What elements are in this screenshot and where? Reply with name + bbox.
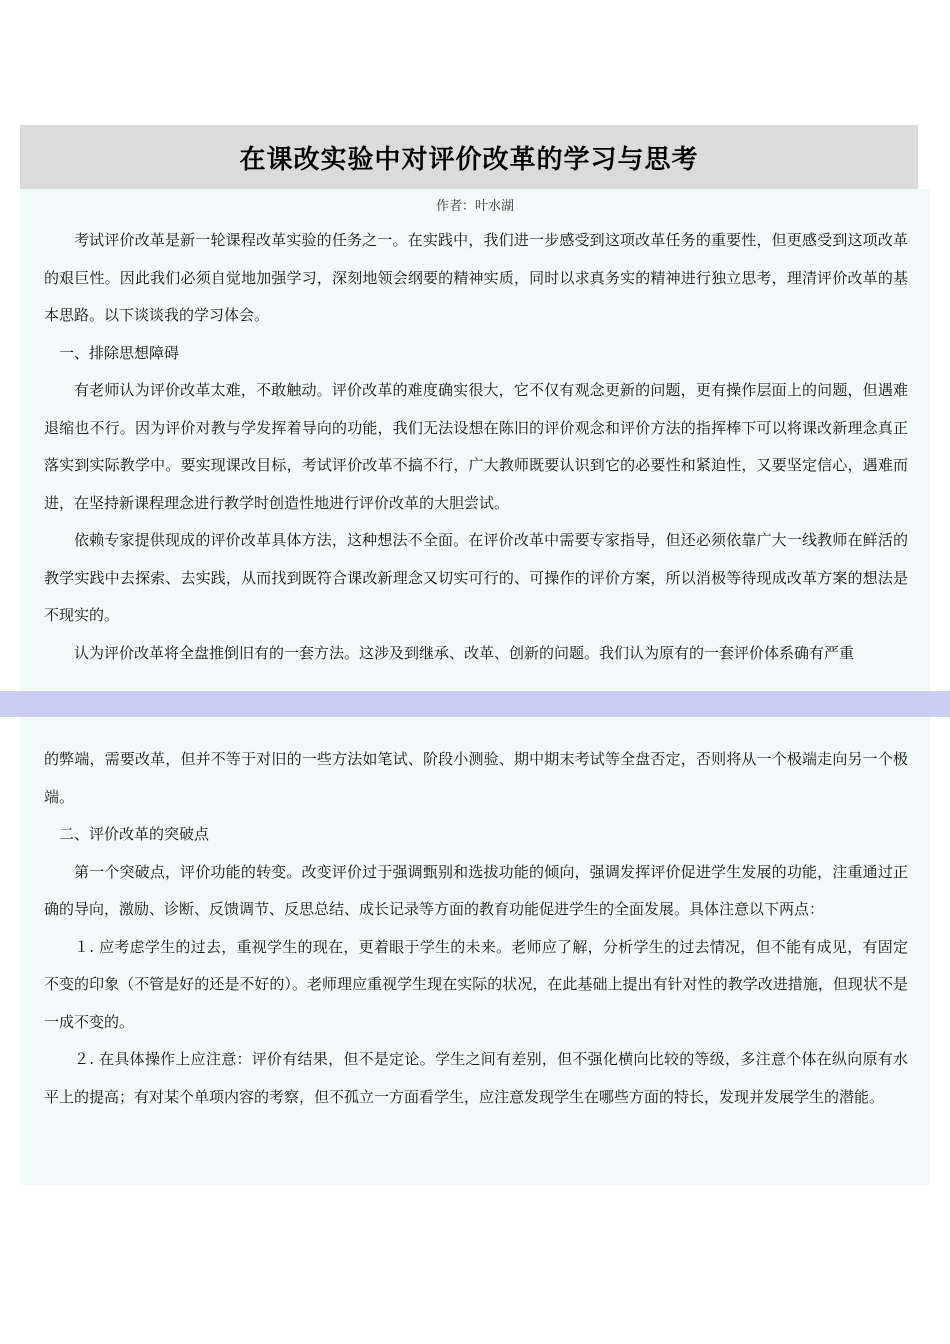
article-body-top: [44, 222, 908, 672]
paragraph-intro: 考试评价改革是新一轮课程改革实验的任务之一。在实践中，我们进一步感受到这项改革任务的重要性，但更感受到这项改革的艰巨性。因此我们必须自觉地加强学习，深刻地领会纲要的精神实质，同时以求真务实的精神进行独立思考，理清评价改革的基本思路。以下谈谈我的学习体会。: [44, 231, 908, 324]
article-body-bottom: [44, 741, 908, 1116]
list-item: ２. 在具体操作上应注意：评价有结果，但不是定论。学生之间有差别，但不强化横向比较的等级，多注意个体在纵向原有水平上的提高；有对某个单项内容的考察，但不孤立一方面看学生，应注意发现学生在哪些方面的特长，发现并发展学生的潜能。: [44, 1050, 908, 1106]
section-heading-1: 一、排除思想障碍: [59, 343, 180, 362]
paragraph-continued: 的弊端，需要改革，但并不等于对旧的一些方法如笔试、阶段小测验、期中期末考试等全盘否定，否则将从一个极端走向另一个极端。: [44, 750, 908, 806]
paragraph: 认为评价改革将全盘推倒旧有的一套方法。这涉及到继承、改革、创新的问题。我们认为原有的一套评价体系确有严重: [74, 643, 855, 662]
page-title: 在课改实验中对评价改革的学习与思考: [239, 144, 699, 175]
paragraph: 有老师认为评价改革太难，不敢触动。评价改革的难度确实很大，它不仅有观念更新的问题，更有操作层面上的问题，但遇难退缩也不行。因为评价对教与学发挥着导向的功能，我们无法设想在陈旧的评价观念和评价方法的指挥棒下可以将课改新理念真正落实到实际教学中。要实现课改目标，考试评价改革不搞不行，广大教师既要认识到它的必要性和紧迫性，又要坚定信心，遇难而进，在坚持新课程理念进行教学时创造性地进行评价改革的大胆尝试。: [44, 381, 908, 512]
title-bar: [20, 125, 918, 189]
paragraph: 第一个突破点，评价功能的转变。改变评价过于强调甄别和选拔功能的倾向，强调发挥评价促进学生发展的功能，注重通过正确的导向，激励、诊断、反馈调节、反思总结、成长记录等方面的教育功能促进学生的全面发展。具体注意以下两点：: [44, 862, 908, 918]
paragraph: 依赖专家提供现成的评价改革具体方法，这种想法不全面。在评价改革中需要专家指导，但还必须依靠广大一线教师在鲜活的教学实践中去探索、去实践，从而找到既符合课改新理念又切实可行的、可操作的评价方案，所以消极等待现成改革方案的想法是不现实的。: [44, 531, 908, 624]
section-heading-2: 二、评价改革的突破点: [59, 825, 210, 843]
author-line: 作者：叶水湖: [435, 199, 514, 214]
content-panel-top: [20, 189, 930, 691]
content-panel-bottom: [20, 717, 930, 1185]
list-item: １. 应考虑学生的过去，重视学生的现在，更着眼于学生的未来。老师应了解，分析学生的过去情况，但不能有成见，有固定不变的印象（不管是好的还是不好的）。老师理应重视学生现在实际的状况，在此基础上提出有针对性的教学改进措施，但现状不是一成不变的。: [44, 937, 908, 1031]
page-divider: [0, 691, 950, 717]
